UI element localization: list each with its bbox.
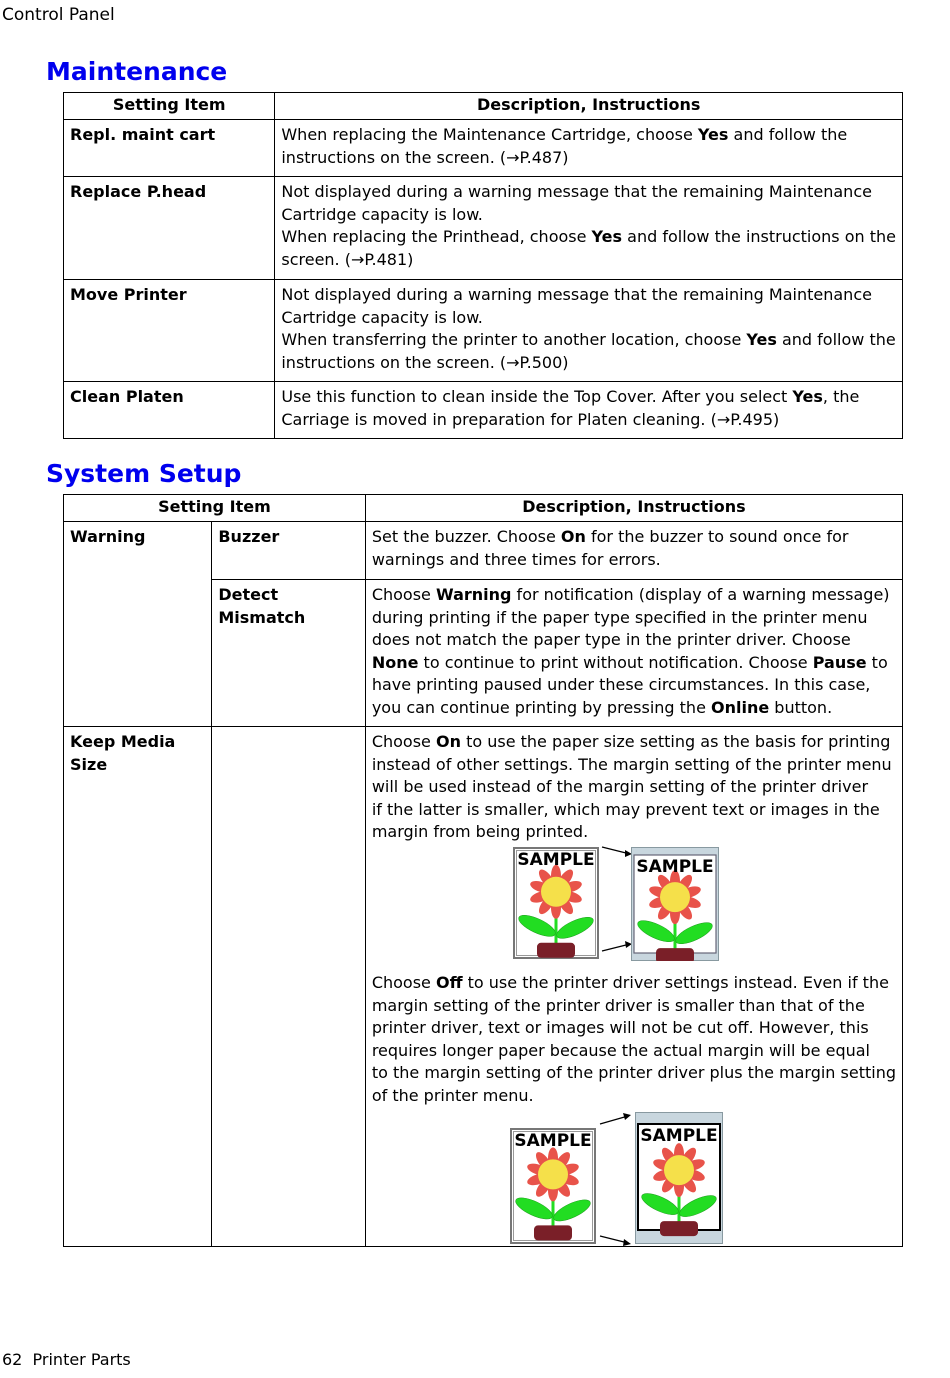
text-segment: Choose <box>371 585 436 604</box>
text-line <box>372 776 896 799</box>
system-setup-table <box>63 494 903 1247</box>
text-line <box>281 204 896 227</box>
table-row <box>64 522 903 580</box>
text-line <box>281 124 896 147</box>
text-line <box>372 526 896 549</box>
svg-text:SAMPLE: SAMPLE <box>636 856 714 877</box>
text-line <box>372 1062 896 1085</box>
table-row <box>64 120 903 177</box>
text-line <box>281 307 896 330</box>
description <box>365 727 902 1247</box>
setting-item: Move Printer <box>64 280 275 382</box>
bold-term: Yes <box>697 125 729 144</box>
bold-term: Yes <box>591 227 623 247</box>
text-segment: printer driver, text or images will not be cut off. However, this <box>371 1018 869 1038</box>
text-line <box>281 226 896 249</box>
text-segment: you can continue printing by pressing the <box>371 697 711 717</box>
arrow-icon <box>598 1112 638 1248</box>
text-segment: of the printer menu. <box>371 1085 534 1105</box>
text-segment: to <box>866 652 888 672</box>
text-line <box>372 697 896 720</box>
description <box>365 522 902 580</box>
text-segment: instructions on the screen. (→P.487) <box>281 147 569 167</box>
text-line <box>281 284 896 307</box>
text-segment: for the buzzer to sound once for <box>585 527 849 546</box>
text-line <box>281 249 896 272</box>
text-segment: to continue to print without notification. Choose <box>418 652 813 672</box>
text-segment: Set the buzzer. Choose <box>371 527 561 546</box>
text-line <box>372 674 896 697</box>
bold-term: Warning <box>435 585 512 604</box>
setting-subitem: Detect Mismatch <box>212 580 365 727</box>
figure-on <box>372 844 896 972</box>
table-row <box>64 280 903 382</box>
text-segment: Carriage is moved in preparation for Platen cleaning. (→P.495) <box>281 409 780 429</box>
text-segment: When replacing the Maintenance Cartridge, choose <box>281 125 698 144</box>
column-header: Description, Instructions <box>365 495 902 522</box>
text-segment: have printing paused under these circumstances. In this case, <box>371 675 871 695</box>
sample-print-figure <box>513 847 599 959</box>
text-segment: margin from being printed. <box>371 822 589 842</box>
table-row <box>64 382 903 439</box>
text-segment: Use this function to clean inside the Top Cover. After you select <box>281 387 793 406</box>
table-row <box>64 727 903 1247</box>
empty-cell <box>212 727 365 1247</box>
text-segment: to use the printer driver settings instead. Even if the <box>462 972 889 992</box>
text-segment: Choose <box>371 732 436 751</box>
setting-item: Replace P.head <box>64 177 275 280</box>
description-off <box>372 972 896 1108</box>
column-header: Setting Item <box>64 495 366 522</box>
page-footer <box>2 1350 131 1369</box>
text-line <box>372 549 896 572</box>
text-segment: screen. (→P.481) <box>281 249 414 269</box>
description-on <box>372 731 896 844</box>
text-line <box>372 731 896 754</box>
text-line <box>372 652 896 675</box>
text-segment: Cartridge capacity is low. <box>281 307 483 327</box>
text-line <box>281 329 896 352</box>
bold-term: Online <box>711 697 770 717</box>
text-segment: during printing if the paper type specified in the printer menu <box>371 607 868 627</box>
text-segment: Choose <box>371 972 436 992</box>
table-row <box>64 177 903 280</box>
text-segment: and follow the <box>728 125 848 144</box>
text-segment: Not displayed during a warning message that the remaining Maintenance <box>281 285 872 304</box>
description <box>365 580 902 727</box>
bold-term: On <box>435 732 461 751</box>
text-line <box>372 1085 896 1108</box>
text-segment: warnings and three times for errors. <box>371 549 661 569</box>
description <box>275 120 903 177</box>
text-segment: and follow the instructions on the <box>622 227 896 247</box>
text-segment: instead of other settings. The margin setting of the printer menu <box>371 754 892 774</box>
text-segment: for notification (display of a warning message) <box>511 585 890 604</box>
svg-text:SAMPLE: SAMPLE <box>517 849 595 870</box>
text-line <box>281 352 896 375</box>
text-segment: Cartridge capacity is low. <box>281 204 483 224</box>
text-line <box>372 972 896 995</box>
svg-text:SAMPLE: SAMPLE <box>514 1130 592 1151</box>
text-segment: Not displayed during a warning message that the remaining Maintenance <box>281 182 872 201</box>
text-segment: When replacing the Printhead, choose <box>281 227 592 247</box>
setting-item: Repl. maint cart <box>64 120 275 177</box>
bold-term: Yes <box>746 330 777 350</box>
text-line <box>372 607 896 630</box>
svg-text:SAMPLE: SAMPLE <box>640 1125 718 1146</box>
text-segment: and follow the <box>776 330 896 350</box>
text-line <box>372 754 896 777</box>
text-line <box>372 584 896 607</box>
maintenance-table <box>63 92 903 439</box>
text-line <box>281 147 896 170</box>
text-line <box>281 386 896 409</box>
bold-term: On <box>560 527 586 546</box>
text-line <box>372 629 896 652</box>
sample-print-figure <box>631 847 719 961</box>
sample-print-figure <box>635 1112 723 1244</box>
footer-section: Printer Parts <box>32 1350 131 1369</box>
text-segment: , the <box>822 387 860 406</box>
text-segment: margin setting of the printer driver is smaller than that of the <box>371 995 865 1015</box>
text-line <box>372 995 896 1018</box>
text-line <box>281 409 896 432</box>
text-segment: requires longer paper because the actual margin will be equal <box>371 1040 870 1060</box>
setting-item: Warning <box>64 522 212 727</box>
sample-print-figure <box>510 1128 596 1244</box>
maintenance-heading: Maintenance <box>46 57 228 86</box>
bold-term: Off <box>435 972 463 992</box>
text-segment: button. <box>769 697 833 717</box>
bold-term: Pause <box>812 652 867 672</box>
text-segment: instructions on the screen. (→P.500) <box>281 352 569 372</box>
text-line <box>281 181 896 204</box>
text-line <box>372 1040 896 1063</box>
text-segment: will be used instead of the margin setting of the printer driver <box>371 777 869 797</box>
page-number: 62 <box>2 1350 23 1369</box>
bold-term: Yes <box>792 387 823 406</box>
text-segment: to use the paper size setting as the basis for printing <box>460 732 891 751</box>
text-line <box>372 821 896 844</box>
description <box>275 177 903 280</box>
text-segment: if the latter is smaller, which may prevent text or images in the <box>371 799 880 819</box>
bold-term: None <box>371 652 419 672</box>
setting-subitem: Buzzer <box>212 522 365 580</box>
text-segment: When transferring the printer to another location, choose <box>281 330 747 350</box>
setting-item: Clean Platen <box>64 382 275 439</box>
setting-item: Keep Media Size <box>64 727 212 1247</box>
column-header: Setting Item <box>64 93 275 120</box>
description <box>275 382 903 439</box>
description <box>275 280 903 382</box>
text-segment: does not match the paper type in the printer driver. Choose <box>371 630 851 650</box>
system-setup-heading: System Setup <box>46 459 242 488</box>
column-header: Description, Instructions <box>275 93 903 120</box>
text-line <box>372 799 896 822</box>
text-segment: to the margin setting of the printer driver plus the margin setting <box>371 1063 896 1083</box>
text-line <box>372 1017 896 1040</box>
page-header: Control Panel <box>2 5 115 25</box>
